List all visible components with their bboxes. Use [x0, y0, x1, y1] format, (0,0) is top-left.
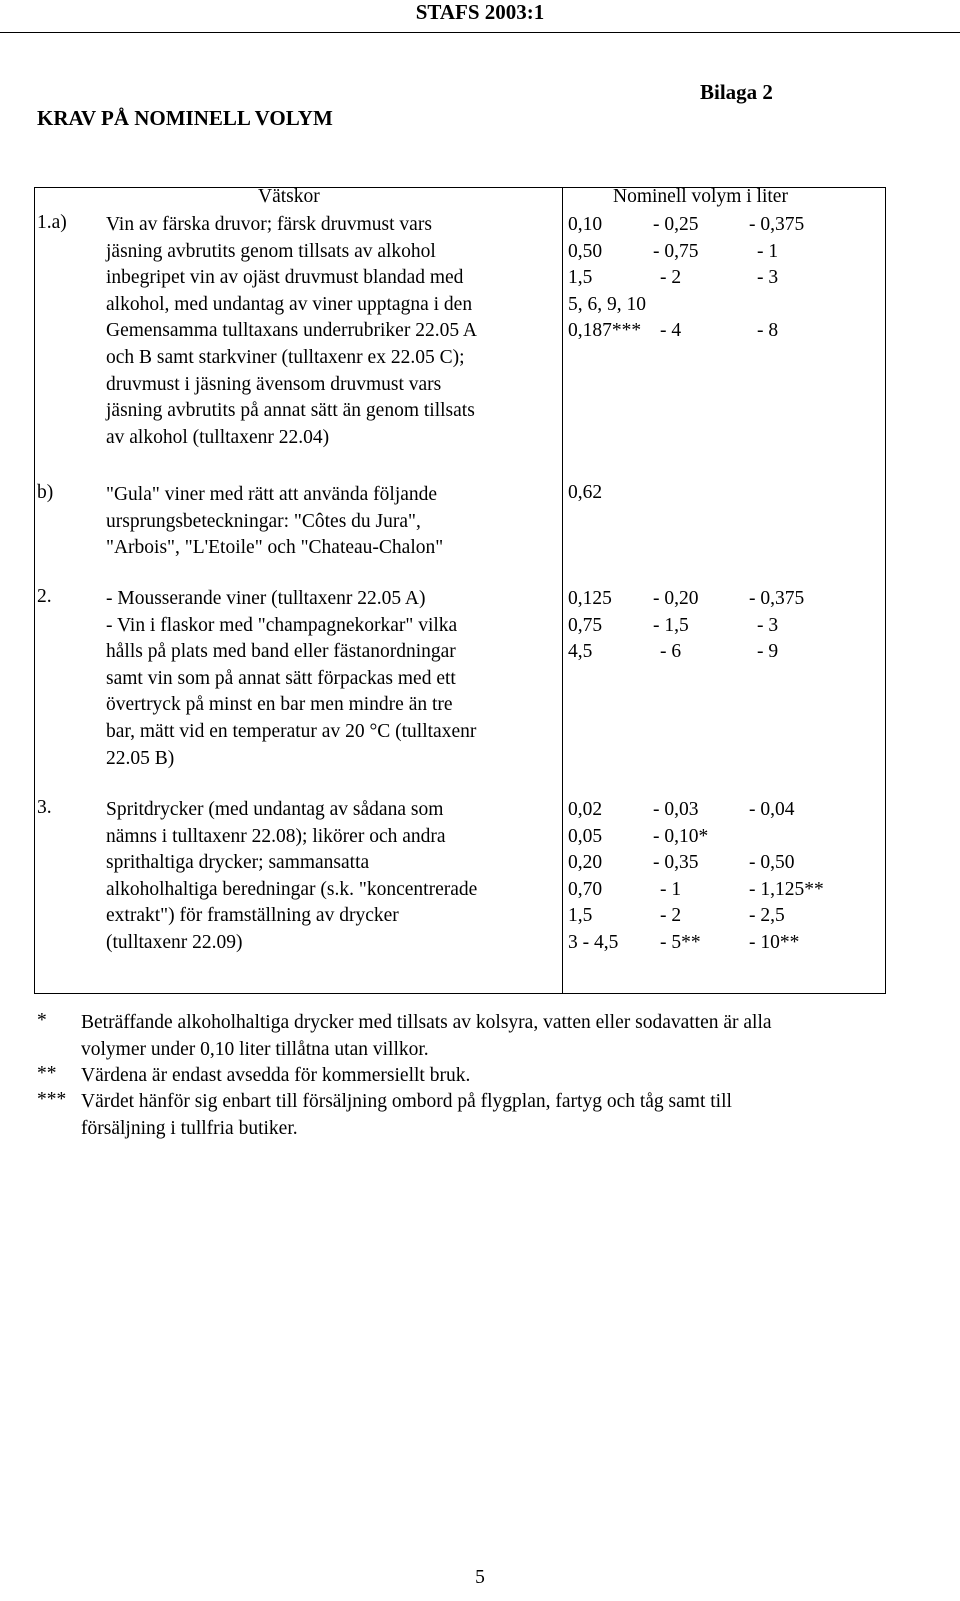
footnote-mark: ** [37, 1063, 57, 1084]
attachment-label: Bilaga 2 [700, 80, 773, 104]
col-header-volume: Nominell volym i liter [613, 186, 788, 207]
col-header-liquids: Vätskor [258, 186, 320, 207]
document-id: STAFS 2003:1 [415, 0, 545, 24]
footnote-text: Värdet hänför sig enbart till försäljning ombord på flygplan, fartyg och tåg samt till försäljning i tullfria butiker. [81, 1091, 732, 1139]
row-number: 3. [37, 797, 52, 818]
page-title: KRAV PÅ NOMINELL VOLYM [37, 106, 333, 130]
row-volumes: 0,62 [568, 482, 603, 503]
footnote-text: Värdena är endast avsedda för kommersiellt bruk. [81, 1065, 471, 1086]
row-description: "Gula" viner med rätt att använda följande ursprungsbeteckningar: "Côtes du Jura", "Arbois", "L'Etoile" och "Chateau-Chalon" [106, 484, 444, 559]
row-number: b) [37, 482, 54, 503]
page-number: 5 [475, 1567, 485, 1588]
footnote-mark: * [37, 1010, 47, 1031]
footnote-text: Beträffande alkoholhaltiga drycker med tillsats av kolsyra, vatten eller sodavatten är alla volymer under 0,10 liter tillåtna utan villkor. [81, 1012, 772, 1060]
row-number: 1.a) [37, 212, 67, 233]
row-description: - Mousserande viner (tulltaxenr 22.05 A) - Vin i flaskor med "champagnekorkar" vilka hålls på plats med band eller fästanordningar samt vin som på annat sätt förpackas med ett övertryck på minst en bar men mindre än tre bar, mätt vid en temperatur av 20 °C (tulltaxenr 22.05 B) [106, 588, 477, 769]
row-description: Spritdrycker (med undantag av sådana som nämns i tulltaxenr 22.08); likörer och andra sprithaltiga drycker; sammansatta alkoholhaltiga beredningar (s.k. "koncentrerade extrakt") för framställning av drycker (tulltaxenr 22.09) [106, 799, 478, 953]
row-number: 2. [37, 586, 52, 607]
footnote-mark: *** [37, 1089, 67, 1110]
column-divider [562, 187, 563, 994]
row-description: Vin av färska druvor; färsk druvmust vars jäsning avbrutits genom tillsats av alkohol inbegripet vin av ojäst druvmust blandad med alkohol, med undantag av viner upptagna i den Gemensamma tulltaxans underrubriker 22.05 A och B samt starkviner (tulltaxenr ex 22.05 C); druvmust i jäsning ävensom druvmust vars jäsning avbrutits på annat sätt än genom tillsats av alkohol (tulltaxenr 22.04) [106, 214, 477, 448]
